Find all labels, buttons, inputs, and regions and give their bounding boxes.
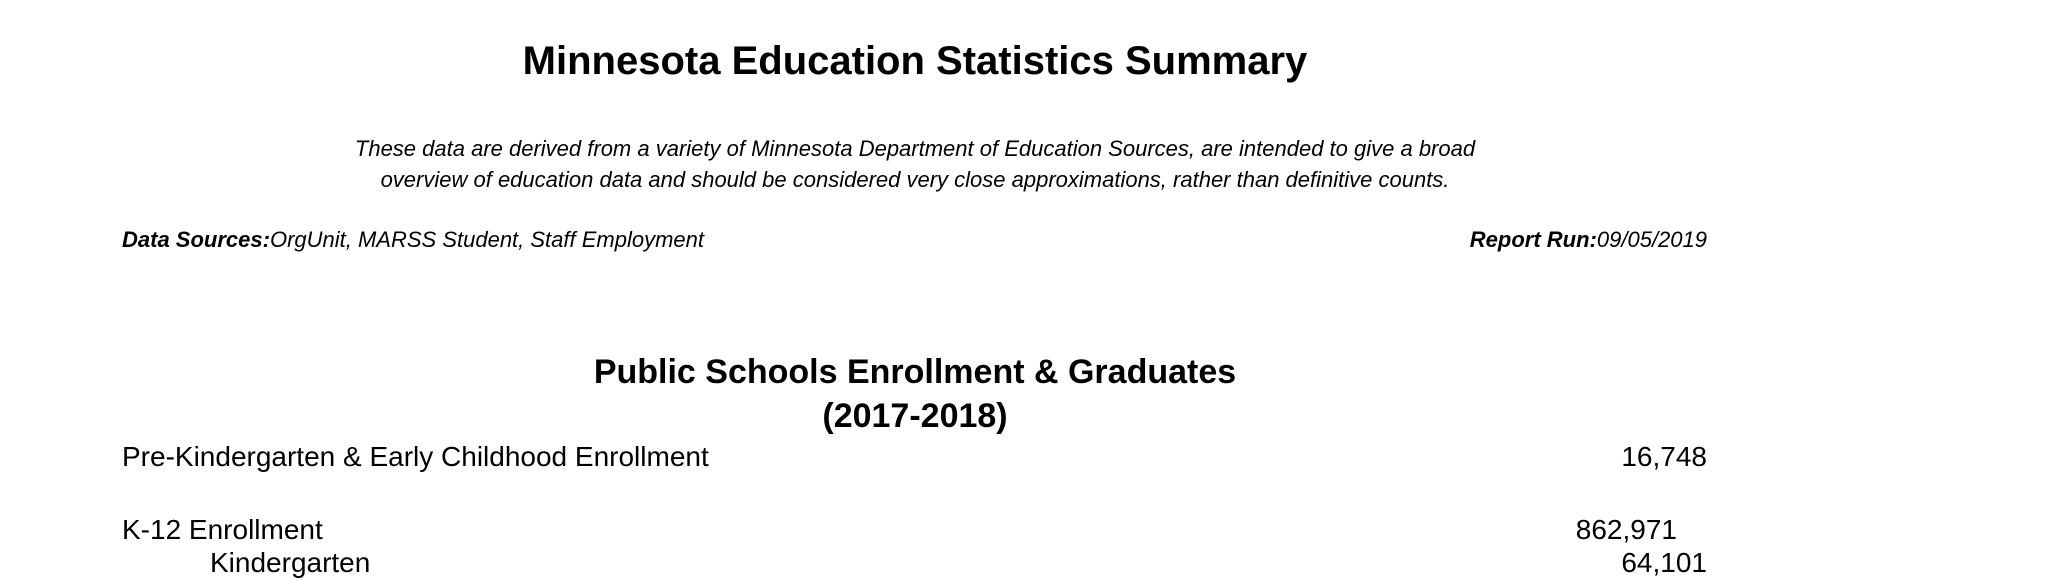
data-sources bbox=[122, 225, 704, 255]
section-title-line-1: Public Schools Enrollment & Graduates bbox=[593, 353, 1237, 391]
stat-label-kindergarten: Kindergarten bbox=[210, 547, 371, 578]
disclaimer-line-1: These data are derived from a variety of Minnesota Department of Education Sources, are intended to give a broad bbox=[354, 136, 1476, 161]
disclaimer-line-2: overview of education data and should be considered very close approximations, rather than definitive counts. bbox=[380, 167, 1450, 192]
report-run-label: Report Run: bbox=[1469, 227, 1597, 252]
disclaimer bbox=[0, 133, 1830, 195]
data-sources-value: OrgUnit, MARSS Student, Staff Employment bbox=[269, 227, 705, 252]
stat-label-k12-enrollment: K-12 Enrollment bbox=[122, 514, 323, 545]
stat-value-kindergarten: 64,101 bbox=[1621, 547, 1707, 578]
data-sources-label: Data Sources: bbox=[122, 227, 270, 252]
stat-value-prek-enrollment: 16,748 bbox=[1621, 441, 1707, 472]
section-title-line-2: (2017-2018) bbox=[822, 397, 1008, 435]
stat-value-k12-enrollment: 862,971 bbox=[1575, 514, 1677, 545]
section-title bbox=[0, 350, 1830, 438]
stat-label-prek-enrollment: Pre-Kindergarten & Early Childhood Enrollment bbox=[122, 441, 709, 472]
report-run bbox=[1470, 225, 1707, 255]
page-title: Minnesota Education Statistics Summary bbox=[522, 39, 1308, 83]
report-run-value: 09/05/2019 bbox=[1596, 227, 1707, 252]
